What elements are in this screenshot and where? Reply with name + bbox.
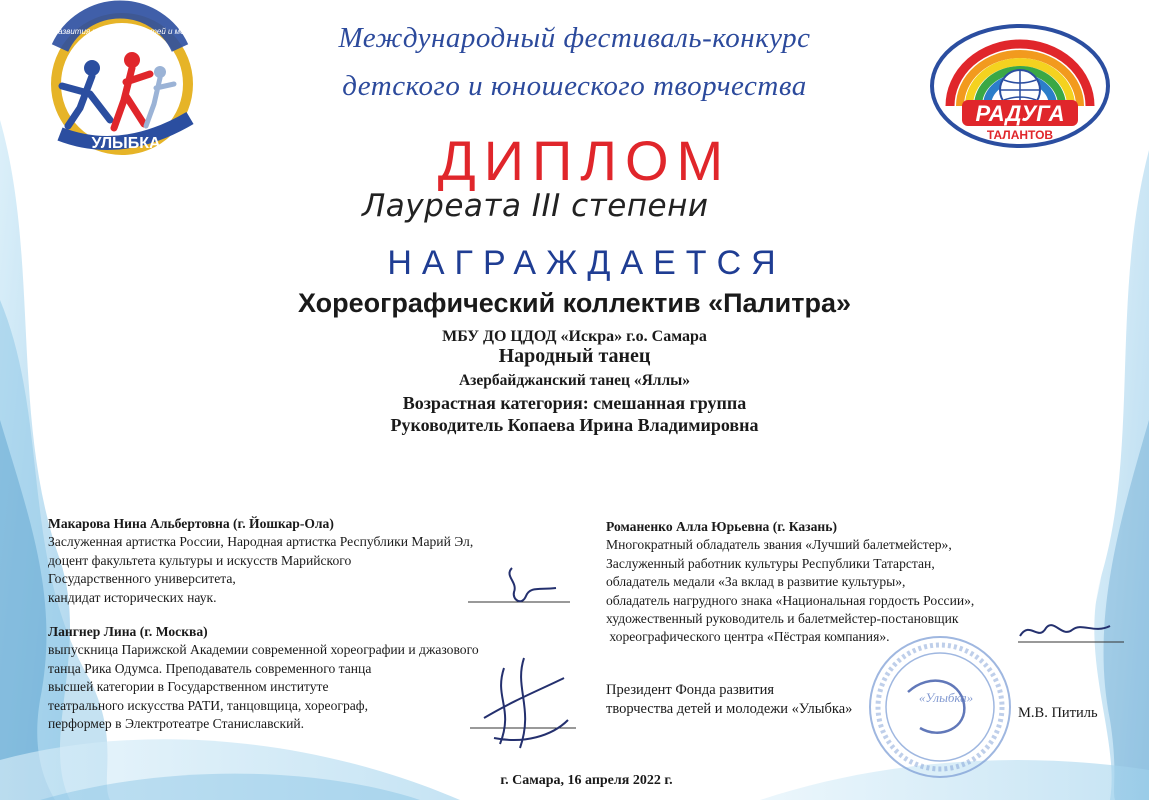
diploma-title: ДИПЛОМ — [437, 129, 732, 192]
dance-title: Азербайджанский танец «Яллы» — [458, 372, 691, 389]
jury-member-line: танца Рика Одумса. Преподаватель современного танца — [48, 660, 372, 676]
nomination: Народный танец — [498, 345, 651, 367]
ulybka-logo-name: УЛЫБКА — [91, 135, 161, 152]
president-block — [606, 681, 852, 719]
recipient-org: МБУ ДО ЦДОД «Искра» г.о. Самара — [442, 328, 707, 345]
president-title-line-1: Президент Фонда развития — [606, 682, 775, 698]
age-category: Возрастная категория: смешанная группа — [402, 393, 747, 413]
raduga-logo-name-top: РАДУГА — [975, 101, 1065, 126]
laureate-degree: Лауреата III степени — [362, 188, 709, 224]
jury-member-line: Заслуженная артистка России, Народная артистка Республики Марий Эл, — [48, 534, 474, 550]
jury-member-name: Макарова Нина Альбертовна (г. Йошкар-Ола) — [48, 516, 334, 531]
signature-langner-icon — [464, 648, 584, 758]
jury-member-line: высшей категории в Государственном институте — [48, 679, 329, 695]
place-date: г. Самара, 16 апреля 2022 г. — [500, 773, 673, 788]
recipient-name: Хореографический коллектив «Палитра» — [298, 288, 851, 318]
jury-member-line: художественный руководитель и балетмейстер-постановщик — [606, 611, 959, 627]
header-line-1: Международный фестиваль-конкурс — [338, 22, 811, 54]
president-name: М.В. Питиль — [1018, 705, 1098, 721]
jury-member-line: театрального искусства РАТИ, танцовщица, хореограф, — [48, 697, 368, 713]
official-stamp-icon — [860, 632, 1020, 782]
header-line-2: детского и юношеского творчества — [342, 70, 807, 102]
jury-member-line: перформер в Электротеатре Станиславский. — [48, 716, 305, 732]
leader: Руководитель Копаева Ирина Владимировна — [390, 415, 759, 435]
signature-romanenko-icon — [1010, 612, 1130, 654]
jury-member-line: доцент факультета культуры и искусств Марийского — [48, 552, 352, 568]
jury-member-line: выпускница Парижской Академии современной хореографии и джазового — [48, 642, 479, 658]
jury-member-line: Заслуженный работник культуры Республики Татарстан, — [606, 555, 935, 571]
stamp-center-text: «Улыбка» — [918, 690, 974, 705]
jury-member-line: Многократный обладатель звания «Лучший балетмейстер», — [606, 537, 952, 553]
president-title-line-2: творчества детей и молодежи «Улыбка» — [606, 701, 853, 717]
awarded-heading: НАГРАЖДАЕТСЯ — [387, 244, 786, 282]
jury-member-line: обладатель нагрудного знака «Национальная гордость России», — [606, 592, 975, 608]
jury-member-line: кандидат исторических наук. — [48, 589, 217, 605]
signature-makarova-icon — [460, 560, 580, 612]
ulybka-logo-arc-text: Фонд развития творчества детей и молодежи — [31, 27, 213, 36]
jury-member-line: хореографического центра «Пёстрая компания». — [606, 629, 890, 645]
jury-member-name: Лангнер Лина (г. Москва) — [48, 624, 208, 639]
raduga-logo-name-bottom: ТАЛАНТОВ — [986, 128, 1054, 142]
jury-member-line: обладатель медали «За вклад в развитие культуры», — [606, 574, 906, 590]
jury-member-name: Романенко Алла Юрьевна (г. Казань) — [606, 519, 837, 534]
jury-member-line: Государственного университета, — [48, 571, 236, 587]
